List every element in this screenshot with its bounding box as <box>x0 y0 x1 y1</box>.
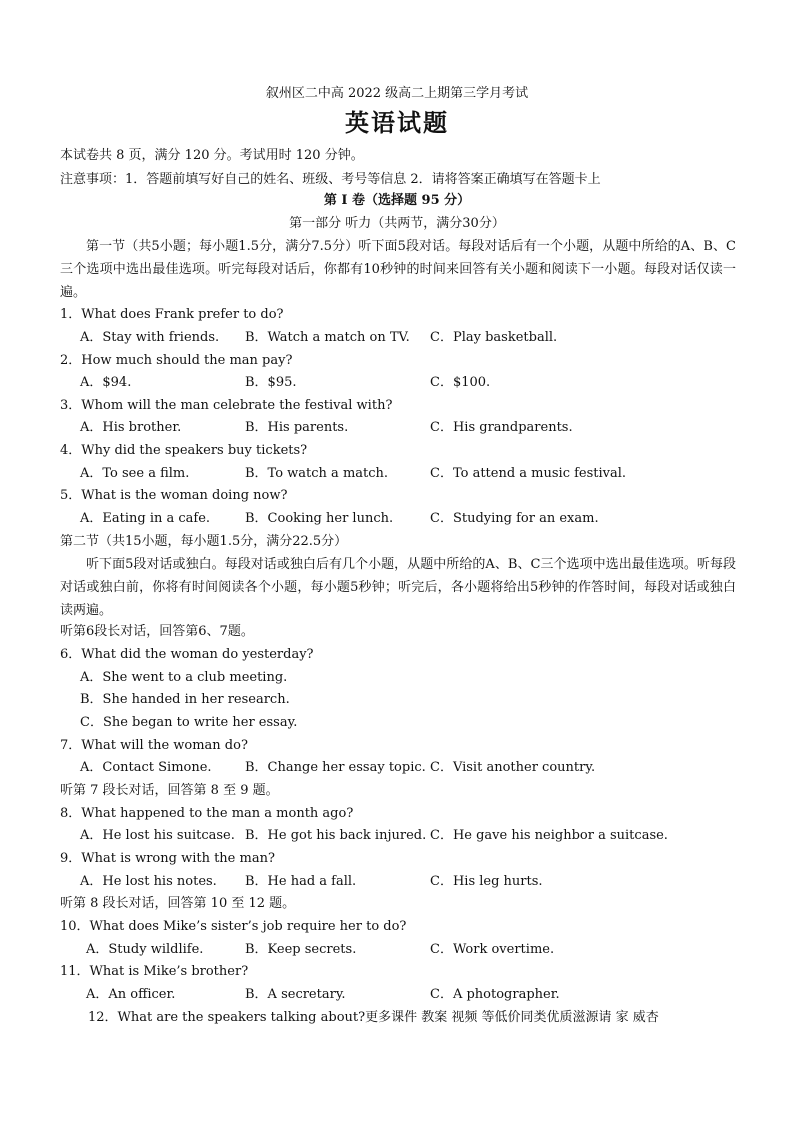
q10-option-c: C．Work overtime. <box>430 942 555 957</box>
q8-option-c: C．He gave his neighbor a suitcase. <box>430 828 668 843</box>
q7-option-c: C．Visit another country. <box>430 760 596 775</box>
question-1: 1．What does Frank prefer to do? <box>60 307 284 322</box>
dialog8-instruction: 听第 8 段长对话，回答第 10 至 12 题。 <box>60 896 296 911</box>
q1-option-b: B．Watch a match on TV. <box>245 330 410 345</box>
q2-option-b: B．$95. <box>245 375 297 390</box>
question-10: 10．What does Mike’s sister’s job require her to do? <box>60 919 407 934</box>
exam-info: 本试卷共 8 页，满分 120 分。考试用时 120 分钟。 <box>60 148 364 163</box>
q2-option-c: C．$100. <box>430 375 491 390</box>
q7-option-b: B．Change her essay topic. <box>245 760 426 775</box>
q9-option-b: B．He had a fall. <box>245 874 357 889</box>
q10-option-a: A．Study wildlife. <box>86 942 204 957</box>
question-11: 11．What is Mike’s brother? <box>60 964 249 979</box>
question-7: 7．What will the woman do? <box>60 738 248 753</box>
q5-option-b: B．Cooking her lunch. <box>245 511 394 526</box>
q3-option-b: B．His parents. <box>245 420 349 435</box>
q10-option-b: B．Keep secrets. <box>245 942 357 957</box>
q4-option-c: C．To attend a music festival. <box>430 466 627 481</box>
q5-option-a: A．Eating in a cafe. <box>80 511 211 526</box>
question-12: 12．What are the speakers talking about?更多课件 教案 视频 等低价同类优质滋源请 家 威杏 <box>88 1010 659 1025</box>
q8-option-a: A．He lost his suitcase. <box>80 828 235 843</box>
dialog7-instruction: 听第 7 段长对话，回答第 8 至 9 题。 <box>60 783 279 798</box>
q2-option-a: A．$94. <box>80 375 132 390</box>
question-9: 9．What is wrong with the man? <box>60 851 275 866</box>
q3-option-c: C．His grandparents. <box>430 420 573 435</box>
exam-title: 英语试题 <box>345 108 449 137</box>
q7-option-a: A．Contact Simone. <box>80 760 212 775</box>
q1-option-a: A．Stay with friends. <box>80 330 220 345</box>
q6-option-b: B．She handed in her research. <box>80 692 290 707</box>
question-2: 2．How much should the man pay? <box>60 353 293 368</box>
q6-option-a: A．She went to a club meeting. <box>80 670 288 685</box>
section2-title: 第二节（共15小题，每小题1.5分，满分22.5分） <box>60 534 348 549</box>
question-4: 4．Why did the speakers buy tickets? <box>60 443 308 458</box>
exam-notice: 注意事项：1．答题前填写好自己的姓名、班级、考号等信息 2．请将答案正确填写在答题卡上 <box>60 172 601 187</box>
part1-title: 第一部分 听力（共两节，满分30分） <box>289 216 505 231</box>
q4-option-b: B．To watch a match. <box>245 466 389 481</box>
section2-intro: 听下面5段对话或独白。每段对话或独白后有几个小题，从题中所给的A、B、C三个选项中选出最佳选项。听每段对话或独白前，你将有时间阅读各个小题，每小题5秒钟；听完后，各小题将给出5秒钟的作答时间，每段对话或独白读两遍。 <box>60 557 736 618</box>
exam-subtitle: 叙州区二中高 2022 级高二上期第三学月考试 <box>265 86 529 101</box>
q5-option-c: C．Studying for an exam. <box>430 511 599 526</box>
q1-option-c: C．Play basketball. <box>430 330 558 345</box>
q4-option-a: A．To see a film. <box>80 466 190 481</box>
q6-option-c: C．She began to write her essay. <box>80 715 298 730</box>
q9-option-a: A．He lost his notes. <box>80 874 217 889</box>
q9-option-c: C．His leg hurts. <box>430 874 543 889</box>
dialog6-instruction: 听第6段长对话，回答第6、7题。 <box>60 624 254 639</box>
question-8: 8．What happened to the man a month ago? <box>60 806 354 821</box>
q3-option-a: A．His brother. <box>80 420 182 435</box>
volume-title: 第 I 卷（选择题 95 分） <box>323 193 471 208</box>
q11-option-a: A．An officer. <box>86 987 176 1002</box>
question-6: 6．What did the woman do yesterday? <box>60 647 314 662</box>
question-3: 3．Whom will the man celebrate the festival with? <box>60 398 393 413</box>
q11-option-b: B．A secretary. <box>245 987 346 1002</box>
section1-intro: 第一节（共5小题；每小题1.5分，满分7.5分）听下面5段对话。每段对话后有一个小题，从题中所给的A、B、C三个选项中选出最佳选项。听完每段对话后，你都有10秒钟的时间来回答有关小题和阅读下一小题。每段对话仅读一遍。 <box>60 239 736 300</box>
q8-option-b: B．He got his back injured. <box>245 828 427 843</box>
q11-option-c: C．A photographer. <box>430 987 560 1002</box>
question-5: 5．What is the woman doing now? <box>60 488 288 503</box>
